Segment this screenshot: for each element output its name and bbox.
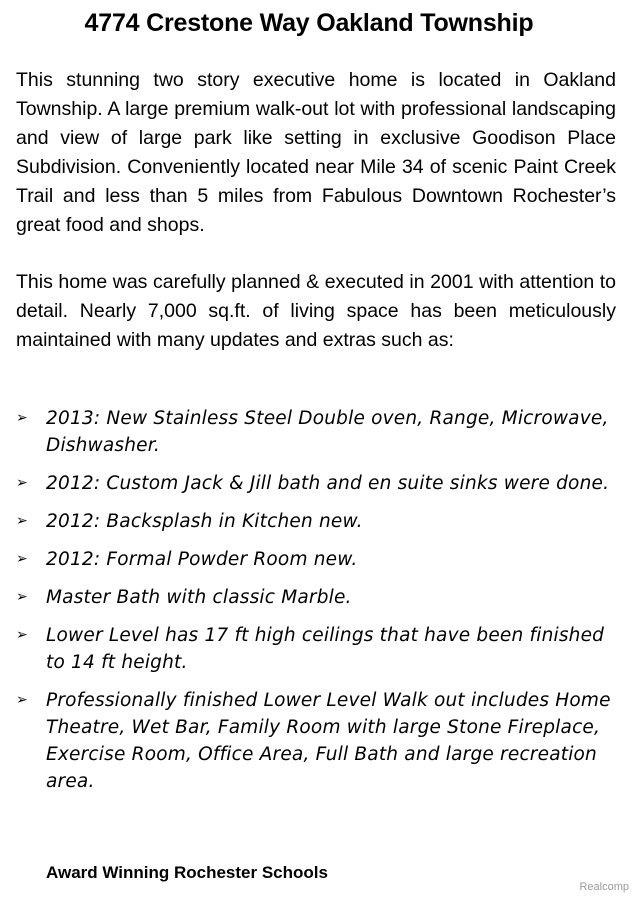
- list-item-text: Master Bath with classic Marble.: [46, 587, 352, 608]
- arrow-bullet-icon: ➢: [16, 627, 28, 643]
- list-item: [16, 622, 616, 676]
- list-item: [16, 546, 616, 573]
- description-paragraph-history: This home was carefully planned & executed in 2001 with attention to detail. Nearly 7,000 sq.ft. of living space has been meticulously maintained with many updates and extras such as:: [16, 271, 616, 351]
- list-item-text: Lower Level has 17 ft high ceilings that have been finished to 14 ft height.: [46, 625, 605, 673]
- list-item: [16, 687, 616, 795]
- arrow-bullet-icon: ➢: [16, 475, 28, 491]
- schools-note: Award Winning Rochester Schools: [46, 863, 328, 882]
- list-item-text: 2012: Formal Powder Room new.: [46, 549, 358, 570]
- list-item-text: 2012: Custom Jack & Jill bath and en suite sinks were done.: [46, 473, 610, 494]
- list-item-text: 2012: Backsplash in Kitchen new.: [46, 511, 363, 532]
- list-item: [16, 470, 616, 497]
- arrow-bullet-icon: ➢: [16, 589, 28, 605]
- realcomp-watermark: Realcomp: [579, 881, 629, 893]
- list-item-text: 2013: New Stainless Steel Double oven, Range, Microwave, Dishwasher.: [46, 408, 609, 456]
- list-item: [16, 584, 616, 611]
- arrow-bullet-icon: ➢: [16, 410, 28, 426]
- arrow-bullet-icon: ➢: [16, 551, 28, 567]
- page-title: 4774 Crestone Way Oakland Township: [84, 9, 534, 37]
- list-item: [16, 508, 616, 535]
- features-list: [16, 405, 616, 795]
- arrow-bullet-icon: ➢: [16, 513, 28, 529]
- list-item: [16, 405, 616, 459]
- description-paragraph-intro: This stunning two story executive home is located in Oakland Township. A large premium walk-out lot with professional landscaping and view of large park like setting in exclusive Goodison Place Subdivision. Conveniently located near Mile 34 of scenic Paint Creek Trail and less than 5 miles from Fabulous Downtown Rochester’s great food and shops.: [16, 69, 616, 236]
- list-item-text: Professionally finished Lower Level Walk out includes Home Theatre, Wet Bar, Family Room with large Stone Fireplace, Exercise Room, Office Area, Full Bath and large recreation area.: [46, 690, 611, 792]
- arrow-bullet-icon: ➢: [16, 692, 28, 708]
